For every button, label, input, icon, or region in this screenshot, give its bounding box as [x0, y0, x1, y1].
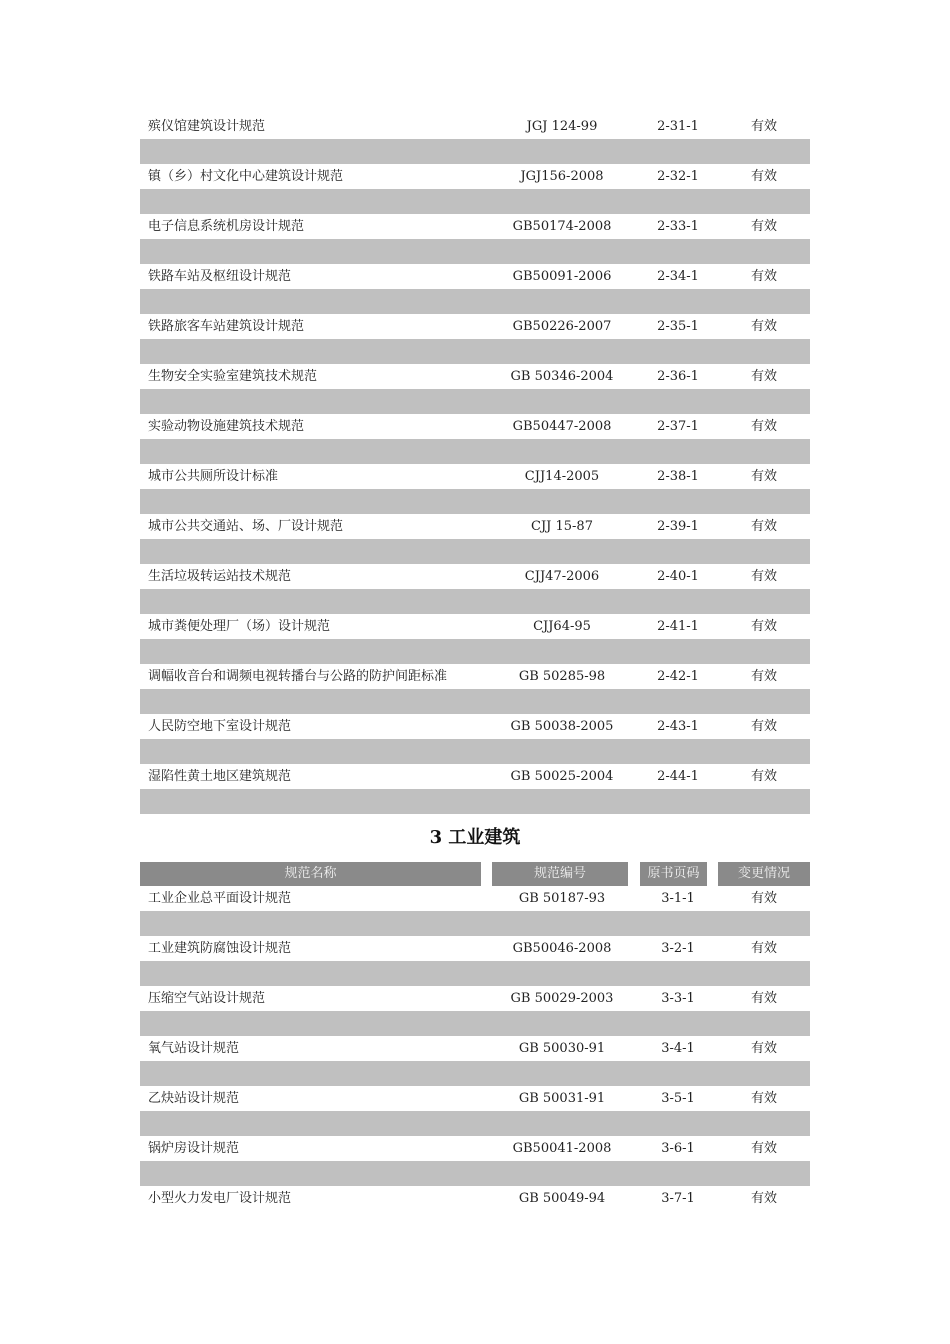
- table-row: [140, 986, 810, 1011]
- table-row: [140, 614, 810, 639]
- table-row: [140, 764, 810, 789]
- standard-name: 城市公共厕所设计标准: [148, 469, 279, 484]
- table-row: [140, 514, 810, 539]
- page-number: 2-33-1: [657, 219, 699, 234]
- standard-code: GB 50285-98: [518, 669, 606, 684]
- standard-name: 殡仪馆建筑设计规范: [148, 119, 266, 134]
- table-row: [140, 264, 810, 289]
- table-row: [140, 564, 810, 589]
- table-row: [140, 164, 810, 189]
- page-number: 3-7-1: [661, 1191, 695, 1206]
- page-number: 2-40-1: [657, 569, 699, 584]
- table-row: [140, 414, 810, 439]
- page-number: 2-44-1: [657, 769, 699, 784]
- table-row: [140, 936, 810, 961]
- row-separator-stripe: [140, 139, 810, 164]
- change-status: 有效: [750, 319, 777, 334]
- standard-code: CJJ14-2005: [524, 469, 600, 484]
- standard-name: 实验动物设施建筑技术规范: [148, 419, 305, 434]
- change-status: 有效: [750, 669, 777, 684]
- header-change-status: 变更情况: [718, 862, 810, 886]
- page-number: 2-39-1: [657, 519, 699, 534]
- page-number: 2-42-1: [657, 669, 699, 684]
- standard-name: 压缩空气站设计规范: [148, 991, 266, 1006]
- page-number: 2-41-1: [657, 619, 699, 634]
- row-separator-stripe: [140, 489, 810, 514]
- standards-table-civil: [140, 114, 810, 814]
- section-title-industrial-buildings: 3 工业建筑: [429, 827, 521, 848]
- row-separator-stripe: [140, 1111, 810, 1136]
- standard-code: GB50174-2008: [512, 219, 612, 234]
- row-separator-stripe: [140, 539, 810, 564]
- standard-code: GB50046-2008: [512, 941, 612, 956]
- standard-name: 人民防空地下室设计规范: [148, 719, 292, 734]
- page-number: 2-31-1: [657, 119, 699, 134]
- page-number: 2-34-1: [657, 269, 699, 284]
- standard-code: GB 50038-2005: [510, 719, 614, 734]
- standard-name: 铁路旅客车站建筑设计规范: [148, 319, 305, 334]
- change-status: 有效: [750, 269, 777, 284]
- row-separator-stripe: [140, 239, 810, 264]
- page-number: 3-1-1: [661, 891, 695, 906]
- table-row: [140, 664, 810, 689]
- page-number: 3-5-1: [661, 1091, 695, 1106]
- table-row: [140, 1136, 810, 1161]
- change-status: 有效: [750, 719, 777, 734]
- change-status: 有效: [750, 569, 777, 584]
- change-status: 有效: [750, 219, 777, 234]
- change-status: 有效: [750, 769, 777, 784]
- change-status: 有效: [750, 991, 777, 1006]
- row-separator-stripe: [140, 1011, 810, 1036]
- page-number: 2-32-1: [657, 169, 699, 184]
- standard-name: 乙炔站设计规范: [148, 1091, 240, 1106]
- row-separator-stripe: [140, 911, 810, 936]
- standard-name: 工业企业总平面设计规范: [148, 891, 292, 906]
- change-status: 有效: [750, 891, 777, 906]
- row-separator-stripe: [140, 189, 810, 214]
- standard-name: 铁路车站及枢纽设计规范: [148, 269, 292, 284]
- standard-code: GB 50031-91: [518, 1091, 606, 1106]
- standard-code: GB50447-2008: [512, 419, 612, 434]
- header-page-number: 原书页码: [640, 862, 707, 886]
- change-status: 有效: [750, 369, 777, 384]
- table-row: [140, 886, 810, 911]
- table-header: [140, 862, 810, 886]
- row-separator-stripe: [140, 689, 810, 714]
- change-status: 有效: [750, 469, 777, 484]
- table-row: [140, 364, 810, 389]
- standard-code: GB 50187-93: [518, 891, 606, 906]
- page-number: 3-4-1: [661, 1041, 695, 1056]
- change-status: 有效: [750, 1141, 777, 1156]
- table-row: [140, 1186, 810, 1211]
- change-status: 有效: [750, 619, 777, 634]
- page-number: 2-35-1: [657, 319, 699, 334]
- standard-code: GB 50049-94: [518, 1191, 606, 1206]
- standard-code: GB 50025-2004: [510, 769, 614, 784]
- row-separator-stripe: [140, 339, 810, 364]
- table-row: [140, 714, 810, 739]
- standard-name: 镇（乡）村文化中心建筑设计规范: [148, 169, 344, 184]
- standard-name: 锅炉房设计规范: [148, 1141, 240, 1156]
- page-number: 2-38-1: [657, 469, 699, 484]
- table-row: [140, 1086, 810, 1111]
- standard-name: 氧气站设计规范: [148, 1041, 240, 1056]
- table-row: [140, 114, 810, 139]
- standard-code: GB50041-2008: [512, 1141, 612, 1156]
- change-status: 有效: [750, 169, 777, 184]
- standard-code: JGJ156-2008: [520, 169, 604, 184]
- standard-code: GB 50029-2003: [510, 991, 614, 1006]
- change-status: 有效: [750, 519, 777, 534]
- header-standard-code: 规范编号: [492, 862, 628, 886]
- standard-name: 调幅收音台和调频电视转播台与公路的防护间距标准: [148, 669, 448, 684]
- standard-code: GB 50346-2004: [510, 369, 614, 384]
- standard-code: CJJ 15-87: [531, 519, 593, 534]
- row-separator-stripe: [140, 389, 810, 414]
- standard-code: GB50226-2007: [512, 319, 612, 334]
- page-number: 2-43-1: [657, 719, 699, 734]
- page-number: 2-37-1: [657, 419, 699, 434]
- standard-name: 小型火力发电厂设计规范: [148, 1191, 292, 1206]
- standard-name: 生物安全实验室建筑技术规范: [148, 369, 318, 384]
- table-row: [140, 314, 810, 339]
- standard-code: GB 50030-91: [518, 1041, 606, 1056]
- standard-code: CJJ47-2006: [524, 569, 600, 584]
- standard-name: 电子信息系统机房设计规范: [148, 219, 305, 234]
- row-separator-stripe: [140, 961, 810, 986]
- row-separator-stripe: [140, 1161, 810, 1186]
- row-separator-stripe: [140, 639, 810, 664]
- page-number: 3-3-1: [661, 991, 695, 1006]
- row-separator-stripe: [140, 1061, 810, 1086]
- page-number: 3-6-1: [661, 1141, 695, 1156]
- row-separator-stripe: [140, 789, 810, 814]
- table-row: [140, 1036, 810, 1061]
- standard-name: 工业建筑防腐蚀设计规范: [148, 941, 292, 956]
- standard-name: 城市粪便处理厂（场）设计规范: [148, 619, 331, 634]
- standard-code: JGJ 124-99: [526, 119, 598, 134]
- header-standard-name: 规范名称: [140, 862, 481, 886]
- change-status: 有效: [750, 119, 777, 134]
- document-page: [140, 114, 810, 1211]
- change-status: 有效: [750, 941, 777, 956]
- row-separator-stripe: [140, 739, 810, 764]
- row-separator-stripe: [140, 589, 810, 614]
- change-status: 有效: [750, 1041, 777, 1056]
- standards-table-industrial: [140, 886, 810, 1211]
- standard-name: 湿陷性黄土地区建筑规范: [148, 769, 292, 784]
- page-number: 2-36-1: [657, 369, 699, 384]
- standard-name: 城市公共交通站、场、厂设计规范: [148, 519, 344, 534]
- standard-name: 生活垃圾转运站技术规范: [148, 569, 292, 584]
- table-row: [140, 214, 810, 239]
- page-number: 3-2-1: [661, 941, 695, 956]
- standard-code: CJJ64-95: [533, 619, 591, 634]
- table-row: [140, 464, 810, 489]
- row-separator-stripe: [140, 289, 810, 314]
- change-status: 有效: [750, 419, 777, 434]
- row-separator-stripe: [140, 439, 810, 464]
- change-status: 有效: [750, 1191, 777, 1206]
- standard-code: GB50091-2006: [512, 269, 612, 284]
- change-status: 有效: [750, 1091, 777, 1106]
